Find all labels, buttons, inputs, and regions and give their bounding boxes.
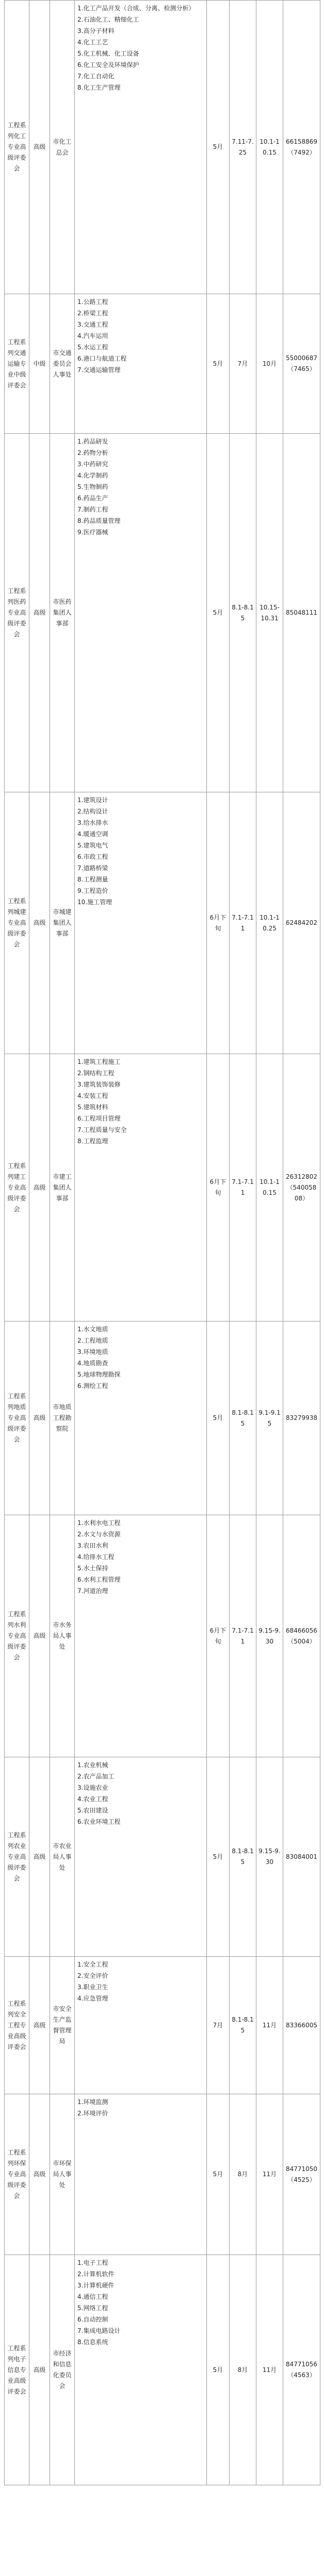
review-time: 10月 — [256, 294, 283, 434]
specialty-item: 9.工程造价 — [77, 887, 108, 894]
specialty-item: 3.交通工程 — [77, 321, 108, 328]
specialty-item: 8.工程监理 — [77, 1138, 108, 1145]
contact-phone: 26312802（54005808） — [283, 1054, 320, 1321]
application-period: 8.1-8.15 — [230, 1957, 256, 2094]
specialty-item: 7.交通运输管理 — [77, 366, 121, 374]
organizing-unit: 市环保局人事处 — [50, 2094, 75, 2255]
specialty-item: 3.设施农业 — [77, 1784, 108, 1791]
organizing-unit: 市农业局人事处 — [50, 1757, 75, 1957]
specialty-item: 8.工程测量 — [77, 876, 108, 883]
specialty-item: 5.水运工程 — [77, 344, 108, 351]
contact-phone: 62484202 — [283, 792, 320, 1054]
specialty-item: 2.安全评价 — [77, 1972, 108, 1979]
table-row — [5, 434, 320, 792]
review-time: 10.1-10.25 — [256, 792, 283, 1054]
review-level: 中级 — [29, 294, 50, 434]
specialty-item: 2.计算机软件 — [77, 2270, 115, 2278]
table-row — [5, 1321, 320, 1515]
review-level: 高级 — [29, 792, 50, 1054]
application-period: 7.11-7.25 — [230, 1, 256, 294]
specialty-item: 3.中药研究 — [77, 461, 108, 468]
application-period: 8.1-8.15 — [230, 1757, 256, 1957]
organizing-unit: 市安全生产监督管理局 — [50, 1957, 75, 2094]
review-level: 高级 — [29, 1757, 50, 1957]
specialty-item: 4.应急管理 — [77, 1995, 108, 2002]
qualification-review-table — [4, 0, 320, 2485]
application-period: 8.1-8.15 — [230, 1321, 256, 1515]
table-row — [5, 1515, 320, 1757]
notice-date: 5月 — [207, 1321, 230, 1515]
specialty-item: 6.水利工程管理 — [77, 1576, 121, 1583]
specialty-item: 4.通信工程 — [77, 2293, 108, 2300]
application-period: 8月 — [230, 2094, 256, 2255]
review-committee-name: 工程系列医药专业高级评委会 — [5, 434, 29, 792]
organizing-unit: 市城建集团人事部 — [50, 792, 75, 1054]
specialty-item: 5.水土保持 — [77, 1565, 108, 1572]
specialty-item: 5.建筑电气 — [77, 842, 108, 849]
organizing-unit: 市地质工程勘察院 — [50, 1321, 75, 1515]
specialty-item: 6.工程项目管理 — [77, 1115, 121, 1122]
review-committee-name: 工程系列建工专业高级评委会 — [5, 1054, 29, 1321]
review-time: 9.1-9.15 — [256, 1321, 283, 1515]
contact-phone: 83279938 — [283, 1321, 320, 1515]
review-level: 高级 — [29, 1, 50, 294]
specialty-item: 1.安全工程 — [77, 1961, 108, 1968]
specialty-item: 2.农产品加工 — [77, 1773, 115, 1780]
review-committee-name: 工程系列交通运输专业中级评委会 — [5, 294, 29, 434]
notice-date: 5月 — [207, 2094, 230, 2255]
specialty-item: 2.桥梁工程 — [77, 310, 108, 317]
table-row — [5, 294, 320, 434]
application-period: 7.1-7.11 — [230, 792, 256, 1054]
specialty-item: 4.安装工程 — [77, 1092, 108, 1099]
specialty-item: 1.化工产品开发（合成、分离、检测分析） — [77, 5, 195, 12]
specialty-item: 1.环境监测 — [77, 2098, 108, 2106]
specialty-item: 4.给排水工程 — [77, 1553, 115, 1561]
specialty-item: 6.药品生产 — [77, 495, 108, 502]
table-row — [5, 2255, 320, 2485]
review-time: 10.15-10.31 — [256, 434, 283, 792]
organizing-unit: 市化工总会 — [50, 1, 75, 294]
specialty-item: 7.道路桥梁 — [77, 865, 108, 872]
review-level: 高级 — [29, 2255, 50, 2485]
specialty-item: 10.施工管理 — [77, 899, 112, 906]
application-period: 7月 — [230, 294, 256, 434]
specialty-item: 1.农业机械 — [77, 1761, 108, 1769]
specialty-item: 4.暖通空调 — [77, 831, 108, 838]
organizing-unit: 市水务局人事处 — [50, 1515, 75, 1757]
review-time: 10.1-10.15 — [256, 1054, 283, 1321]
specialty-requirements — [75, 1, 207, 294]
review-level: 高级 — [29, 2094, 50, 2255]
review-time: 11月 — [256, 2094, 283, 2255]
specialty-requirements — [75, 1054, 207, 1321]
application-period: 7.1-7.11 — [230, 1054, 256, 1321]
specialty-item: 7.制药工程 — [77, 506, 108, 513]
specialty-item: 5.农田建设 — [77, 1807, 108, 1814]
specialty-item: 3.给水排水 — [77, 819, 108, 826]
specialty-item: 3.建筑装饰装修 — [77, 1081, 121, 1088]
review-committee-name: 工程系列城建专业高级评委会 — [5, 792, 29, 1054]
specialty-item: 1.水文地质 — [77, 1326, 108, 1333]
specialty-item: 8.信息系统 — [77, 2338, 108, 2346]
contact-phone: 66158869（7492） — [283, 1, 320, 294]
specialty-item: 2.钢结构工程 — [77, 1070, 115, 1077]
specialty-item: 1.水利水电工程 — [77, 1519, 121, 1527]
review-time: 9.15-9.30 — [256, 1757, 283, 1957]
specialty-item: 7.河道治理 — [77, 1587, 108, 1595]
organizing-unit: 市交通委员会人事处 — [50, 294, 75, 434]
notice-date: 7月 — [207, 1957, 230, 2094]
organizing-unit: 市经济和信息化委员会 — [50, 2255, 75, 2485]
specialty-item: 2.石油化工、精细化工 — [77, 16, 139, 23]
table-row — [5, 2094, 320, 2255]
specialty-requirements — [75, 792, 207, 1054]
review-committee-name: 工程系列环保专业高级评委会 — [5, 2094, 29, 2255]
specialty-item: 9.医疗器械 — [77, 529, 108, 536]
specialty-item: 6.市政工程 — [77, 853, 108, 860]
review-level: 高级 — [29, 1321, 50, 1515]
specialty-item: 5.地球物理勘探 — [77, 1371, 121, 1378]
review-committee-name: 工程系列水利专业高级评委会 — [5, 1515, 29, 1757]
application-period: 8月 — [230, 2255, 256, 2485]
contact-phone: 68466056（5004） — [283, 1515, 320, 1757]
specialty-item: 1.建筑设计 — [77, 796, 108, 804]
contact-phone: 84771056（4563） — [283, 2255, 320, 2485]
specialty-requirements — [75, 434, 207, 792]
specialty-item: 3.高分子材料 — [77, 27, 115, 35]
specialty-item: 5.生物制药 — [77, 483, 108, 490]
specialty-item: 4.地质勘查 — [77, 1360, 108, 1367]
table-row — [5, 1957, 320, 2094]
specialty-requirements — [75, 1321, 207, 1515]
review-level: 高级 — [29, 1054, 50, 1321]
specialty-item: 7.工程质量与安全 — [77, 1126, 127, 1133]
specialty-item: 8.药品质量管理 — [77, 517, 121, 524]
specialty-item: 3.环境地质 — [77, 1348, 108, 1355]
table-row — [5, 1757, 320, 1957]
specialty-item: 1.电子工程 — [77, 2259, 108, 2266]
notice-date: 6月下旬 — [207, 1054, 230, 1321]
notice-date: 5月 — [207, 1, 230, 294]
specialty-item: 6.自动控制 — [77, 2316, 108, 2323]
specialty-item: 4.化学制药 — [77, 472, 108, 479]
specialty-requirements — [75, 2094, 207, 2255]
review-time: 9.15-9.30 — [256, 1515, 283, 1757]
notice-date: 5月 — [207, 294, 230, 434]
review-level: 高级 — [29, 1515, 50, 1757]
review-level: 高级 — [29, 1957, 50, 2094]
specialty-item: 5.化工机械、化工设备 — [77, 50, 139, 57]
specialty-item: 1.建筑工程施工 — [77, 1058, 121, 1065]
specialty-item: 4.汽车运用 — [77, 332, 108, 340]
specialty-item: 2.环境评价 — [77, 2110, 108, 2117]
specialty-requirements — [75, 294, 207, 434]
notice-date: 5月 — [207, 1757, 230, 1957]
review-time: 10.1-10.15 — [256, 1, 283, 294]
specialty-item: 2.药物分析 — [77, 449, 108, 456]
specialty-item: 6.测绘工程 — [77, 1382, 108, 1389]
specialty-item: 3.计算机硬件 — [77, 2282, 115, 2289]
specialty-requirements — [75, 1515, 207, 1757]
table-row — [5, 1054, 320, 1321]
specialty-item: 3.职业卫生 — [77, 1984, 108, 1991]
notice-date: 6月下旬 — [207, 1515, 230, 1757]
application-period: 8.1-8.15 — [230, 434, 256, 792]
organizing-unit: 市医药集团人事部 — [50, 434, 75, 792]
specialty-item: 8.化工生产管理 — [77, 84, 121, 91]
notice-date: 6月下旬 — [207, 792, 230, 1054]
review-time: 11月 — [256, 1957, 283, 2094]
application-period: 7.1-7.11 — [230, 1515, 256, 1757]
specialty-requirements — [75, 1957, 207, 2094]
specialty-item: 1.公路工程 — [77, 298, 108, 306]
contact-phone: 55000687（7465） — [283, 294, 320, 434]
notice-date: 5月 — [207, 2255, 230, 2485]
review-committee-name: 工程系列农业专业高级评委会 — [5, 1757, 29, 1957]
specialty-item: 4.化工工艺 — [77, 39, 108, 46]
organizing-unit: 市建工集团人事部 — [50, 1054, 75, 1321]
review-committee-name: 工程系列化工专业高级评委会 — [5, 1, 29, 294]
specialty-item: 6.农业环境工程 — [77, 1818, 121, 1825]
specialty-item: 6.化工安全及环境保护 — [77, 61, 139, 69]
specialty-item: 1.药品研发 — [77, 438, 108, 445]
table-row — [5, 792, 320, 1054]
contact-phone: 83084001 — [283, 1757, 320, 1957]
specialty-item: 4.农业工程 — [77, 1795, 108, 1803]
review-committee-name: 工程系列电子信息专业高级评委会 — [5, 2255, 29, 2485]
specialty-item: 2.水文与水资源 — [77, 1531, 121, 1538]
specialty-item: 7.集成电路设计 — [77, 2327, 121, 2334]
review-level: 高级 — [29, 434, 50, 792]
specialty-item: 3.农田水利 — [77, 1542, 108, 1549]
contact-phone: 84771050（4525） — [283, 2094, 320, 2255]
specialty-item: 7.化工自动化 — [77, 73, 115, 80]
specialty-item: 2.结构设计 — [77, 808, 108, 815]
specialty-item: 5.建筑材料 — [77, 1104, 108, 1111]
specialty-item: 2.工程地质 — [77, 1337, 108, 1344]
review-committee-name: 工程系列地质专业高级评委会 — [5, 1321, 29, 1515]
specialty-item: 5.网络工程 — [77, 2304, 108, 2312]
notice-date: 5月 — [207, 434, 230, 792]
contact-phone: 83366005 — [283, 1957, 320, 2094]
review-time: 11月 — [256, 2255, 283, 2485]
contact-phone: 85048111 — [283, 434, 320, 792]
specialty-item: 6.港口与航道工程 — [77, 355, 127, 362]
table-row — [5, 1, 320, 294]
review-committee-name: 工程系列安全工程专业高级评委会 — [5, 1957, 29, 2094]
specialty-requirements — [75, 2255, 207, 2485]
specialty-requirements — [75, 1757, 207, 1957]
